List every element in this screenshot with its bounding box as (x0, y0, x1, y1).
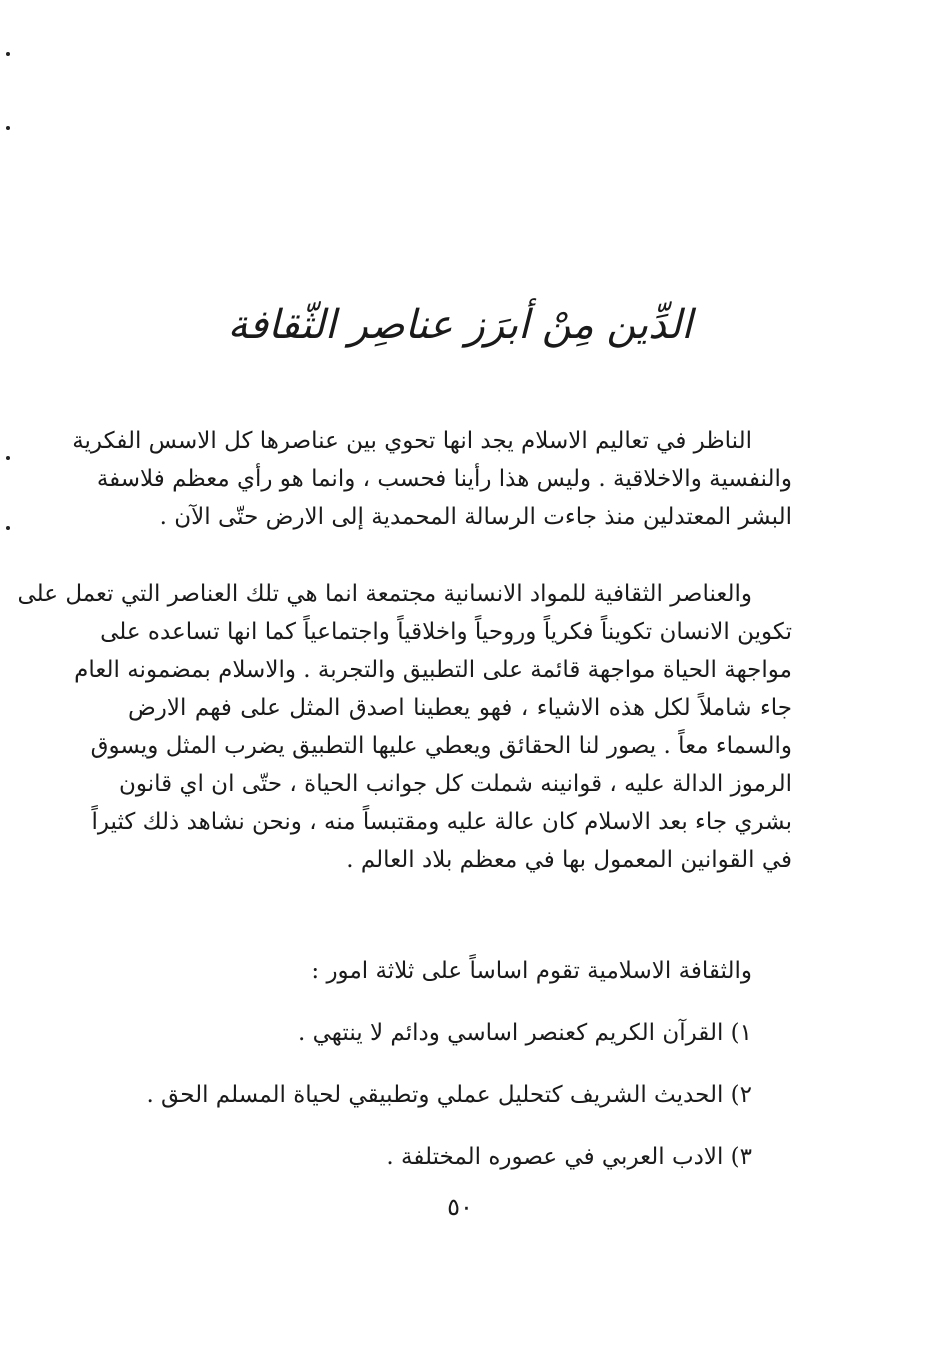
scan-speck (6, 526, 10, 530)
paragraph-1 (72, 422, 792, 536)
page-number: ٥٠ (447, 1193, 473, 1221)
list-item: ٢) الحديث الشريف كتحليل عملي وتطبيقي لحياة المسلم الحق . (146, 1082, 752, 1108)
text-line: مواجهة الحياة مواجهة قائمة على التطبيق والتجربة . والاسلام بمضمونه العام (74, 657, 792, 683)
scan-speck (6, 52, 10, 56)
text-line: والنفسية والاخلاقية . وليس هذا رأينا فحسب ، وانما هو رأي معظم فلاسفة (96, 466, 792, 492)
text-line: الناظر في تعاليم الاسلام يجد انها تحوي بين عناصرها كل الاسس الفكرية (72, 428, 752, 454)
scan-speck (6, 456, 10, 460)
text-line: في القوانين المعمول بها في معظم بلاد العالم . (346, 847, 792, 873)
list-item: ٣) الادب العربي في عصوره المختلفة . (386, 1144, 752, 1170)
list-intro: والثقافة الاسلامية تقوم اساساً على ثلاثة امور : (311, 958, 752, 984)
list-item: ١) القرآن الكريم كعنصر اساسي ودائم لا ينتهي . (298, 1020, 752, 1046)
text-line: تكوين الانسان تكويناً فكرياً وروحياً واخلاقياً واجتماعياً كما انها تساعده على (100, 619, 792, 645)
paragraph-2 (17, 575, 792, 879)
text-line: والسماء معاً . يصور لنا الحقائق ويعطي عليها التطبيق يضرب المثل ويسوق (90, 733, 792, 759)
scan-speck (6, 126, 10, 130)
chapter-title: الدِّين مِنْ أبرَز عناصِر الثّقافة (227, 302, 693, 348)
text-line: بشري جاء بعد الاسلام كان عالة عليه ومقتبساً منه ، ونحن نشاهد ذلك كثيراً (91, 809, 792, 835)
text-line: جاء شاملاً لكل هذه الاشياء ، فهو يعطينا اصدق المثل على فهم الارض (128, 695, 792, 721)
text-line: والعناصر الثقافية للمواد الانسانية مجتمعة انما هي تلك العناصر التي تعمل على (17, 581, 752, 607)
text-line: الرموز الدالة عليه ، قوانينه شملت كل جوانب الحياة ، حتّى ان اي قانون (118, 771, 792, 797)
text-line: البشر المعتدلين منذ جاءت الرسالة المحمدية إلى الارض حتّى الآن . (159, 504, 792, 530)
